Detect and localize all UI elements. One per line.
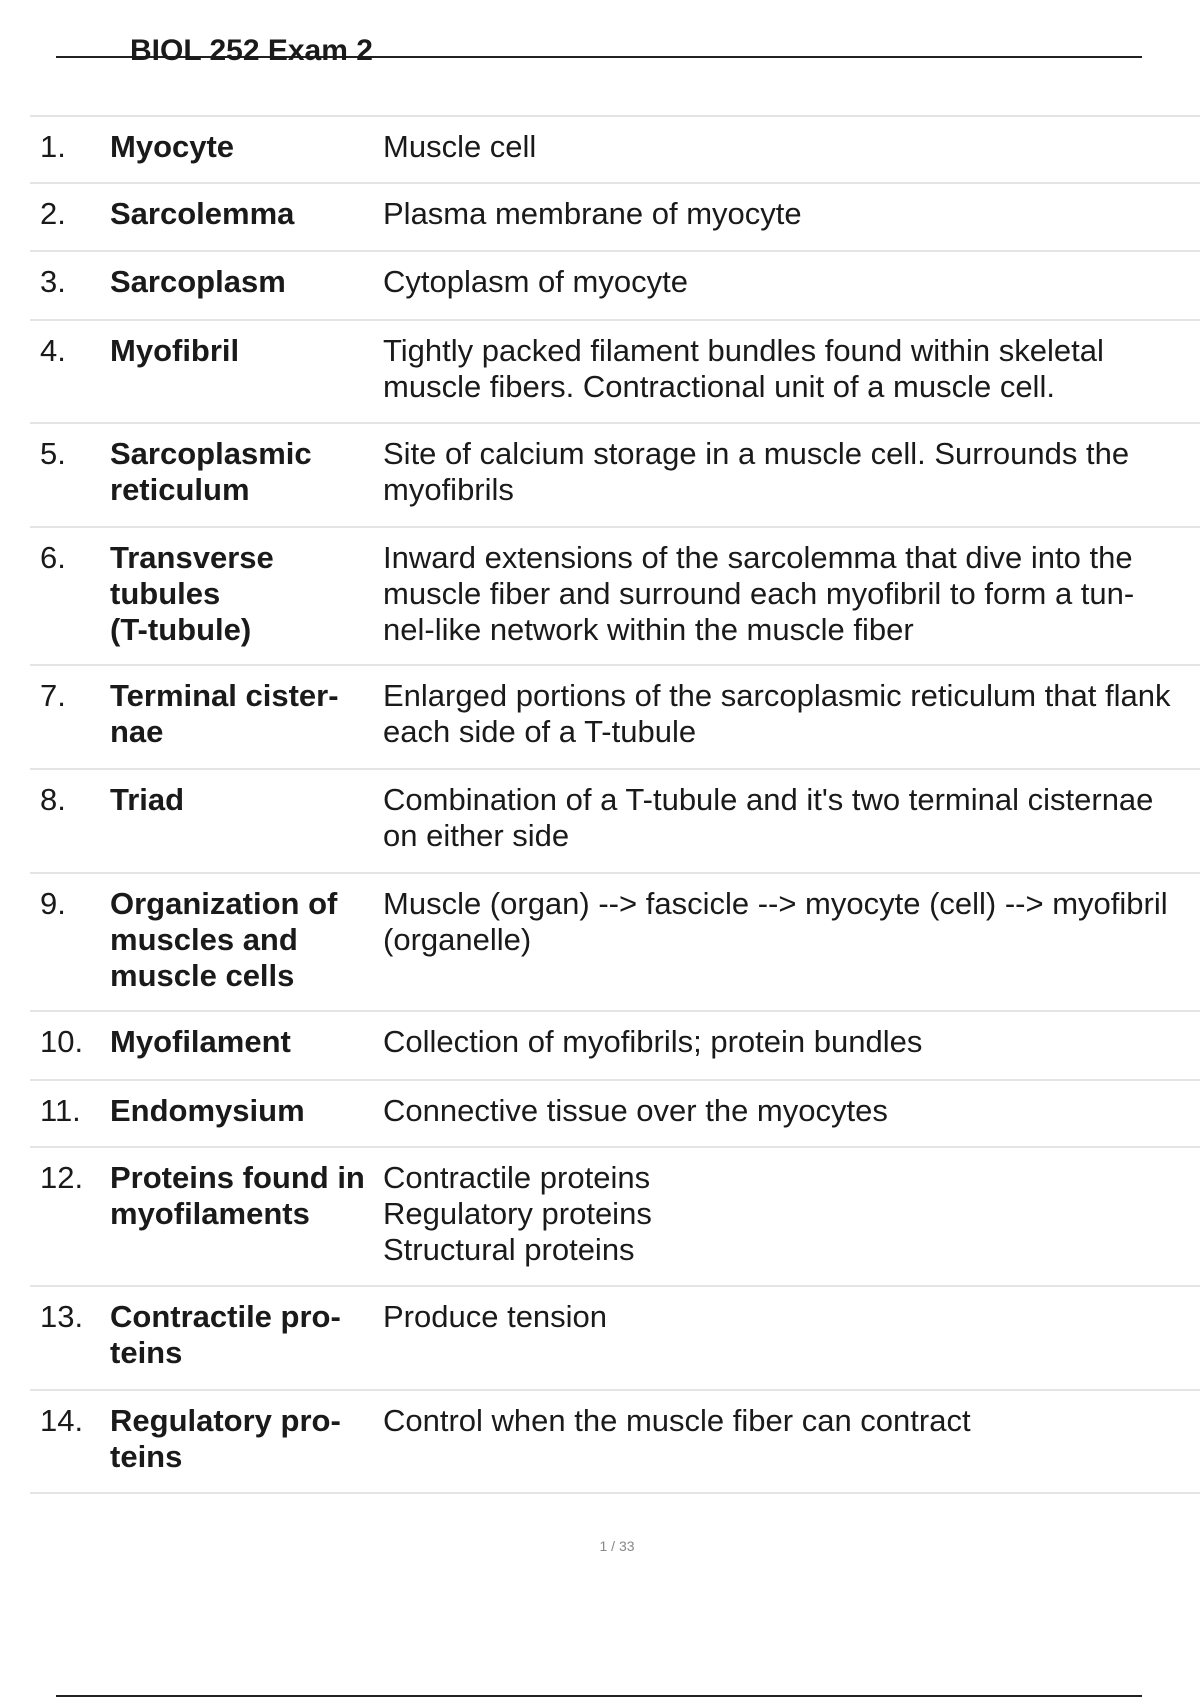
term-definition-line: on either side	[383, 818, 570, 853]
term-number: 10.	[40, 1024, 84, 1059]
term-definition-line: Collection of myofibrils; protein bundles	[383, 1024, 923, 1059]
term-definition	[383, 333, 1200, 405]
term-number: 9.	[40, 886, 66, 921]
term-definition	[383, 1403, 1200, 1439]
term-definition	[383, 264, 1200, 300]
term-definition-line: Contractile proteins	[383, 1160, 651, 1195]
term-definition	[383, 1160, 1200, 1268]
term-number: 6.	[40, 540, 66, 575]
term-name-line: Triad	[110, 782, 185, 817]
term-name	[110, 886, 383, 994]
term-name-line: (T-tubule)	[110, 612, 252, 647]
term-name	[110, 1299, 383, 1371]
terms-table	[30, 115, 1200, 1494]
term-number: 5.	[40, 436, 66, 471]
term-definition	[383, 782, 1200, 854]
term-definition-line: Connective tissue over the myocytes	[383, 1093, 888, 1128]
term-name-line: tubules	[110, 576, 221, 611]
term-row	[30, 1285, 1200, 1389]
term-definition-line: (organelle)	[383, 922, 532, 957]
term-definition-line: Enlarged portions of the sarcoplasmic reticulum that flank	[383, 678, 1171, 713]
term-name	[110, 678, 383, 750]
term-definition	[383, 540, 1200, 648]
term-name	[110, 782, 383, 818]
term-name	[110, 333, 383, 369]
term-definition	[383, 678, 1200, 750]
term-name-line: muscles and	[110, 922, 298, 957]
term-name-line: Myocyte	[110, 129, 235, 164]
term-name	[110, 1093, 383, 1129]
term-definition	[383, 1299, 1200, 1335]
term-definition	[383, 1093, 1200, 1129]
term-name-line: Contractile pro-	[110, 1299, 341, 1334]
term-row	[30, 250, 1200, 319]
term-name-line: Myofilament	[110, 1024, 291, 1059]
page-number: 1 / 33	[599, 1538, 635, 1554]
term-name-line: reticulum	[110, 472, 250, 507]
term-number: 1.	[40, 129, 66, 164]
term-definition-line: Structural proteins	[383, 1232, 635, 1267]
term-definition-line: Tightly packed filament bundles found within skeletal	[383, 333, 1104, 368]
term-name-line: Organization of	[110, 886, 338, 921]
term-number: 13.	[40, 1299, 84, 1334]
term-name	[110, 1403, 383, 1475]
term-row	[30, 1146, 1200, 1285]
term-number: 2.	[40, 196, 66, 231]
term-name	[110, 436, 383, 508]
term-name-line: teins	[110, 1335, 183, 1370]
term-row	[30, 422, 1200, 526]
term-name	[110, 1160, 383, 1232]
term-name	[110, 1024, 383, 1060]
term-definition-line: Produce tension	[383, 1299, 608, 1334]
term-name-line: Proteins found in	[110, 1160, 365, 1195]
term-row	[30, 319, 1200, 422]
term-name-line: Transverse	[110, 540, 274, 575]
term-name-line: nae	[110, 714, 164, 749]
term-definition	[383, 196, 1200, 232]
term-definition-line: muscle fibers. Contractional unit of a muscle cell.	[383, 369, 1055, 404]
term-number: 4.	[40, 333, 66, 368]
term-row	[30, 1010, 1200, 1079]
term-name-line: myofilaments	[110, 1196, 310, 1231]
term-row	[30, 664, 1200, 768]
term-definition	[383, 436, 1200, 508]
term-row	[30, 768, 1200, 872]
term-row	[30, 526, 1200, 664]
term-definition-line: Cytoplasm of myocyte	[383, 264, 688, 299]
term-name-line: Terminal cister-	[110, 678, 339, 713]
term-definition-line: Regulatory proteins	[383, 1196, 652, 1231]
term-definition-line: Control when the muscle fiber can contract	[383, 1403, 971, 1438]
term-name-line: Sarcolemma	[110, 196, 295, 231]
term-number: 14.	[40, 1403, 84, 1438]
term-name-line: Sarcoplasmic	[110, 436, 312, 471]
term-definition-line: myofibrils	[383, 472, 514, 507]
term-definition-line: Muscle cell	[383, 129, 537, 164]
term-row	[30, 1079, 1200, 1146]
term-definition-line: muscle fiber and surround each myofibril to form a tun-	[383, 576, 1135, 611]
term-name-line: Myofibril	[110, 333, 240, 368]
term-name	[110, 264, 383, 300]
term-name-line: Endomysium	[110, 1093, 305, 1128]
term-number: 3.	[40, 264, 66, 299]
term-name	[110, 129, 383, 165]
term-row	[30, 872, 1200, 1010]
term-definition-line: Site of calcium storage in a muscle cell. Surrounds the	[383, 436, 1130, 471]
term-definition-line: Inward extensions of the sarcolemma that dive into the	[383, 540, 1133, 575]
document-title: BIOL 252 Exam 2	[130, 34, 373, 67]
term-row	[30, 1389, 1200, 1494]
term-name	[110, 540, 383, 648]
term-name-line: Regulatory pro-	[110, 1403, 341, 1438]
term-definition-line: nel-like network within the muscle fiber	[383, 612, 914, 647]
term-definition-line: Plasma membrane of myocyte	[383, 196, 802, 231]
term-number: 12.	[40, 1160, 84, 1195]
term-name-line: Sarcoplasm	[110, 264, 286, 299]
term-definition	[383, 1024, 1200, 1060]
term-name-line: muscle cells	[110, 958, 295, 993]
term-row	[30, 182, 1200, 250]
term-number: 8.	[40, 782, 66, 817]
term-name-line: teins	[110, 1439, 183, 1474]
term-definition	[383, 886, 1200, 958]
footer-rule	[56, 1695, 1142, 1697]
term-number: 7.	[40, 678, 66, 713]
term-definition	[383, 129, 1200, 165]
term-name	[110, 196, 383, 232]
term-number: 11.	[40, 1093, 81, 1128]
term-definition-line: Combination of a T-tubule and it's two terminal cisternae	[383, 782, 1154, 817]
term-row	[30, 115, 1200, 182]
term-definition-line: each side of a T-tubule	[383, 714, 697, 749]
term-definition-line: Muscle (organ) --> fascicle --> myocyte (cell) --> myofibril	[383, 886, 1168, 921]
